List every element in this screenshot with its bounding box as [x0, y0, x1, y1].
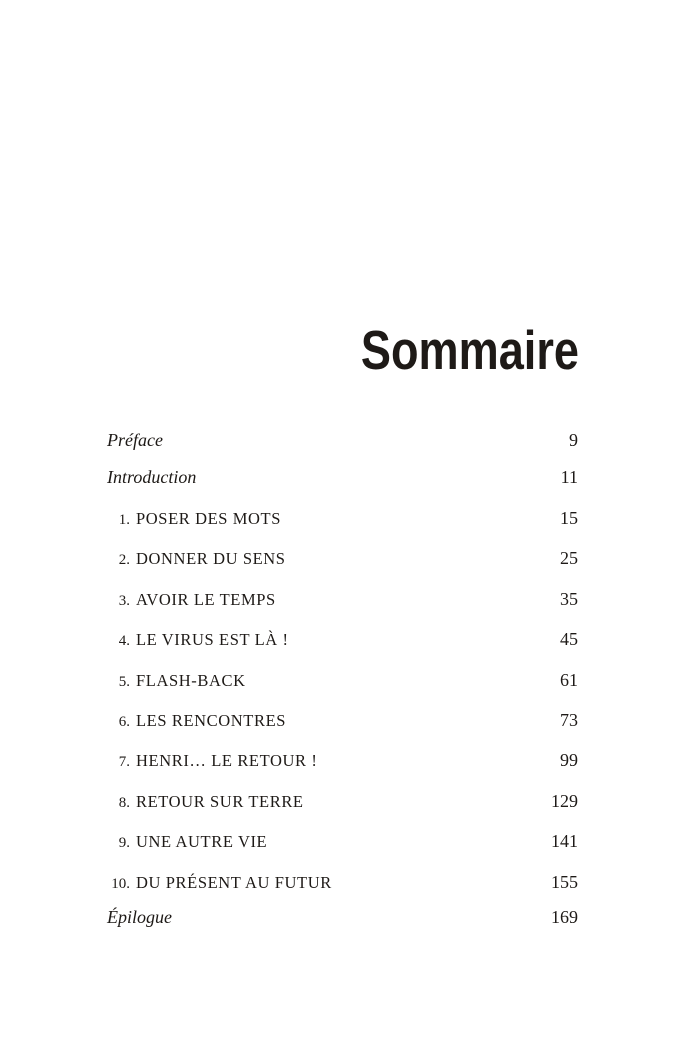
toc-entry-number: 4. — [118, 633, 130, 649]
toc-entry-chapter-10 — [107, 869, 578, 895]
toc-entry-label: DONNER DU SENS — [136, 549, 286, 568]
page-title: Sommaire — [360, 319, 579, 381]
toc-entry-page: 129 — [551, 791, 578, 811]
toc-entry-chapter-8 — [107, 788, 578, 814]
toc-entry-chapter-4 — [107, 626, 578, 652]
toc-entry-chapter-1 — [107, 505, 578, 531]
toc-entry-label: AVOIR LE TEMPS — [136, 590, 276, 609]
toc-entry-page: 45 — [560, 629, 578, 649]
toc-entry-label: UNE AUTRE VIE — [136, 832, 268, 851]
toc-entry-label: FLASH-BACK — [136, 671, 246, 690]
toc-entry-page: 141 — [551, 831, 578, 851]
toc-entry-introduction — [107, 464, 578, 490]
toc-entry-number: 8. — [118, 795, 130, 811]
toc-entry-chapter-2 — [107, 545, 578, 571]
toc-entry-chapter-9 — [107, 828, 578, 854]
toc-entry-page: 61 — [560, 670, 578, 690]
toc-entry-number: 9. — [118, 835, 130, 851]
toc-entry-label: HENRI… LE RETOUR ! — [136, 751, 318, 770]
toc-entry-page: 99 — [560, 750, 578, 770]
toc-entry-epilogue — [107, 904, 578, 930]
toc-entry-number: 3. — [118, 593, 130, 609]
toc-entry-label: POSER DES MOTS — [136, 509, 282, 528]
toc-entry-chapter-5 — [107, 667, 578, 693]
toc-entry-chapter-7 — [107, 747, 578, 773]
toc-entry-page: 169 — [551, 907, 578, 927]
toc-entry-number: 2. — [118, 552, 130, 568]
toc-entry-label: RETOUR SUR TERRE — [136, 792, 304, 811]
toc-entry-label: Préface — [107, 430, 163, 450]
toc-entry-page: 9 — [569, 430, 578, 450]
toc-entry-number: 10. — [111, 876, 130, 892]
toc-entry-number: 5. — [118, 674, 130, 690]
toc-entry-chapter-3 — [107, 586, 578, 612]
toc-entry-number: 6. — [118, 714, 130, 730]
toc-entry-page: 15 — [560, 508, 578, 528]
toc-entry-page: 73 — [560, 710, 578, 730]
toc-entry-label: LES RENCONTRES — [136, 711, 287, 730]
toc-entry-page: 155 — [551, 872, 578, 892]
toc-entry-label: Introduction — [107, 467, 197, 487]
toc-entry-page: 25 — [560, 548, 578, 568]
toc-entry-label: Épilogue — [107, 907, 172, 927]
toc-entry-label: LE VIRUS EST LÀ ! — [136, 630, 289, 649]
toc-entry-page: 11 — [560, 467, 578, 487]
toc-entry-page: 35 — [560, 589, 578, 609]
toc-entry-preface — [107, 427, 578, 453]
toc-entry-number: 7. — [118, 754, 130, 770]
toc-entry-label: DU PRÉSENT AU FUTUR — [136, 873, 332, 892]
toc-entry-number: 1. — [118, 512, 130, 528]
toc-entry-chapter-6 — [107, 707, 578, 733]
